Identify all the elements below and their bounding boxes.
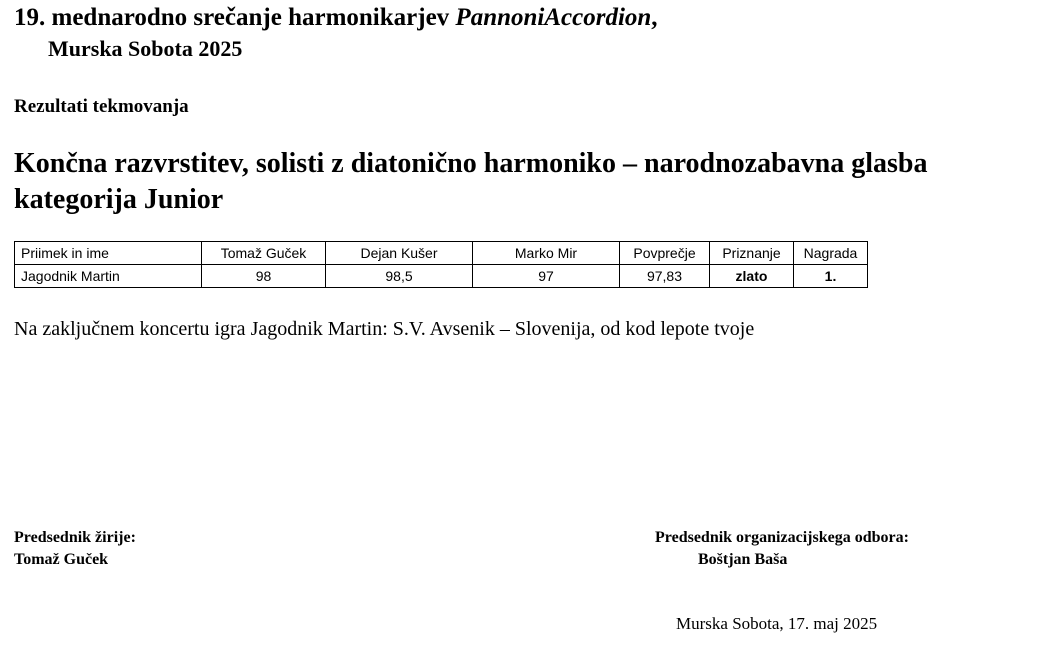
header-name: Priimek in ime bbox=[15, 242, 202, 265]
cell-score-judge-2: 98,5 bbox=[326, 265, 473, 288]
cell-score-judge-1: 98 bbox=[202, 265, 326, 288]
header-average: Povprečje bbox=[620, 242, 710, 265]
jury-president-name: Tomaž Guček bbox=[14, 551, 109, 568]
jury-president-label: Predsednik žirije: bbox=[14, 529, 136, 546]
event-name: PannoniAccordion bbox=[455, 4, 652, 31]
header-judge-3: Marko Mir bbox=[473, 242, 620, 265]
page-heading bbox=[14, 146, 927, 218]
header-judge-1: Tomaž Guček bbox=[202, 242, 326, 265]
concert-note: Na zaključnem koncertu igra Jagodnik Martin: S.V. Avsenik – Slovenija, od kod lepote tvoje bbox=[14, 318, 755, 340]
heading-line-1: Končna razvrstitev, solisti z diatonično harmoniko – narodnozabavna glasba bbox=[14, 148, 928, 179]
title-prefix: 19. mednarodno srečanje harmonikarjev bbox=[14, 4, 456, 31]
document-title bbox=[14, 4, 658, 32]
heading-line-2: kategorija Junior bbox=[14, 184, 224, 215]
header-recognition: Priznanje bbox=[710, 242, 794, 265]
document-subtitle: Murska Sobota 2025 bbox=[48, 36, 243, 61]
cell-score-judge-3: 97 bbox=[473, 265, 620, 288]
title-suffix: , bbox=[651, 4, 658, 31]
cell-award: 1. bbox=[794, 265, 868, 288]
committee-president-name: Boštjan Baša bbox=[698, 551, 788, 568]
results-label: Rezultati tekmovanja bbox=[14, 96, 189, 117]
table-row bbox=[15, 265, 868, 288]
header-judge-2: Dejan Kušer bbox=[326, 242, 473, 265]
table-header-row bbox=[15, 242, 868, 265]
cell-recognition: zlato bbox=[710, 265, 794, 288]
results-table bbox=[14, 241, 868, 288]
header-award: Nagrada bbox=[794, 242, 868, 265]
cell-name: Jagodnik Martin bbox=[15, 265, 202, 288]
cell-average: 97,83 bbox=[620, 265, 710, 288]
date-line: Murska Sobota, 17. maj 2025 bbox=[676, 614, 878, 633]
committee-president-label: Predsednik organizacijskega odbora: bbox=[655, 529, 909, 546]
